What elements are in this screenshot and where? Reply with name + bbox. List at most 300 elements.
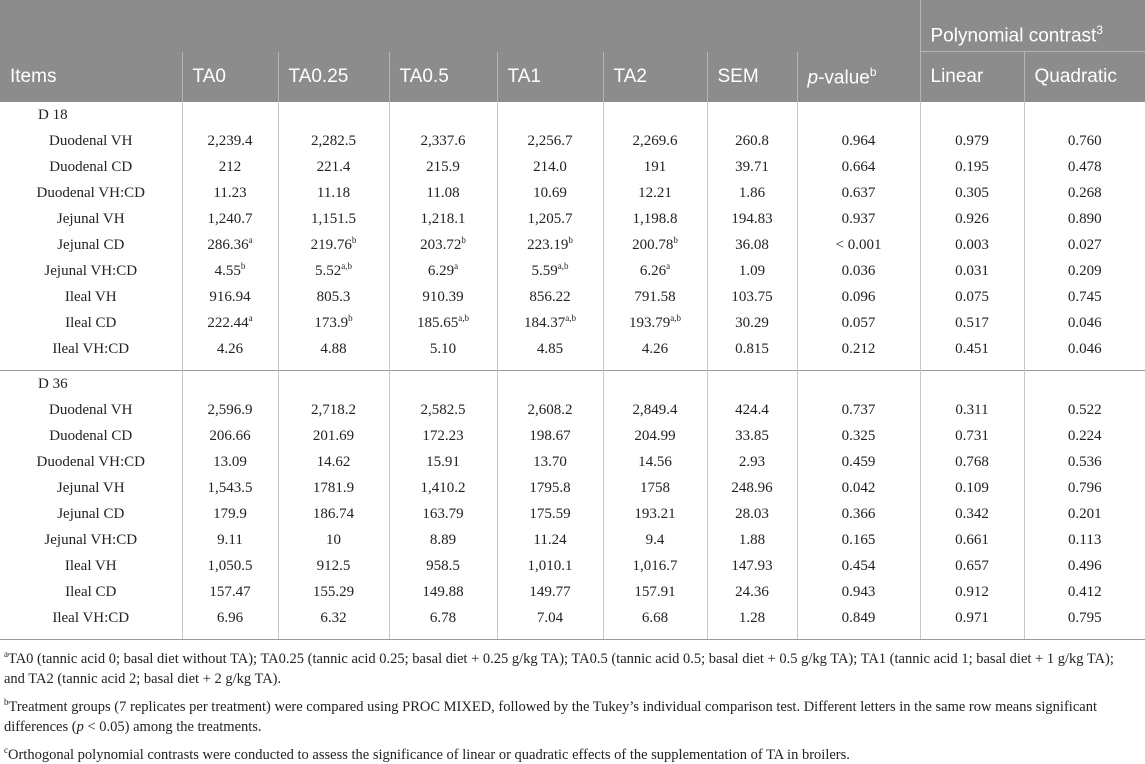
table-cell — [389, 284, 497, 310]
cell-value: 1,016.7 — [632, 558, 678, 574]
cell-value: 0.451 — [955, 341, 989, 357]
cell-value: 0.796 — [1067, 480, 1102, 496]
cell-value: 0.768 — [955, 454, 989, 470]
cell-value: 0.912 — [955, 584, 989, 600]
table-cell — [182, 154, 278, 180]
table-cell — [603, 128, 707, 154]
cell-value: 12.21 — [638, 185, 672, 201]
cell-value: 215.9 — [426, 159, 460, 175]
table-cell — [1024, 579, 1145, 605]
cell-value: < 0.001 — [835, 237, 882, 253]
table-cell — [389, 501, 497, 527]
cell-value: 0.890 — [1067, 211, 1102, 227]
table-cell — [920, 284, 1024, 310]
cell-value: 221.4 — [316, 159, 351, 175]
table-cell — [278, 206, 389, 232]
footnote-b: $^b$Treatment groups (7 replicates per treatment) were compared using PROC MIXED, followed by the Tukey’s individual comparison test. Different letters in the same row means significant differences (p < 0.05) among the treatments. — [4, 696, 1097, 735]
row-item-label: Ileal CD — [0, 579, 182, 605]
table-cell — [497, 336, 603, 362]
table-cell — [389, 397, 497, 423]
cell-value: 0.036 — [841, 263, 876, 279]
empty-cell — [920, 102, 1024, 128]
cell-value: 2.93 — [738, 454, 766, 470]
significance-letter: b — [351, 235, 357, 245]
table-cell — [497, 475, 603, 501]
table-cell — [1024, 527, 1145, 553]
table-cell — [389, 423, 497, 449]
cell-value: 193.21 — [634, 506, 676, 522]
table-cell — [182, 232, 278, 258]
spacer-cell — [797, 362, 920, 371]
significance-letter: a,b — [341, 261, 352, 271]
cell-value: 184.37 — [524, 315, 566, 331]
empty-cell — [797, 371, 920, 398]
table-cell — [1024, 605, 1145, 631]
cell-value: 0.113 — [1068, 532, 1102, 548]
cell-value: 4.26 — [641, 341, 669, 357]
cell-value: 2,337.6 — [420, 133, 466, 149]
cell-value: 0.459 — [841, 454, 876, 470]
table-cell — [1024, 501, 1145, 527]
table-cell — [278, 232, 389, 258]
cell-value: 103.75 — [731, 289, 773, 305]
col-header-linear: Linear — [920, 52, 1024, 103]
cell-value: 1,218.1 — [420, 211, 466, 227]
table-row — [0, 154, 1145, 180]
spacer-cell — [797, 631, 920, 640]
table-cell — [603, 310, 707, 336]
table-cell — [797, 206, 920, 232]
table-cell — [797, 527, 920, 553]
row-item-label: Jejunal CD — [0, 501, 182, 527]
table-cell — [497, 258, 603, 284]
cell-value: 0.027 — [1067, 237, 1102, 253]
table-cell — [707, 553, 797, 579]
table-cell — [707, 128, 797, 154]
empty-cell — [797, 102, 920, 128]
table-cell — [278, 449, 389, 475]
table-cell — [797, 449, 920, 475]
empty-cell — [1024, 102, 1145, 128]
row-item-label: Ileal VH — [0, 553, 182, 579]
table-cell — [797, 336, 920, 362]
significance-letter: a — [666, 261, 671, 271]
table-cell — [797, 310, 920, 336]
spacer-cell — [920, 362, 1024, 371]
table-cell — [497, 579, 603, 605]
spacer-cell — [603, 362, 707, 371]
cell-value: 11.23 — [213, 185, 247, 201]
table-cell — [497, 449, 603, 475]
cell-value: 6.68 — [641, 610, 669, 626]
table-cell — [797, 423, 920, 449]
cell-value: 30.29 — [735, 315, 769, 331]
cell-value: 185.65 — [417, 315, 459, 331]
table-cell — [603, 336, 707, 362]
section-spacer — [0, 631, 1145, 640]
col-header-quadratic: Quadratic — [1024, 52, 1145, 103]
row-item-label: Jejunal CD — [0, 232, 182, 258]
table-cell — [707, 527, 797, 553]
cell-value: 175.59 — [529, 506, 571, 522]
empty-cell — [389, 371, 497, 398]
cell-value: 11.24 — [533, 532, 567, 548]
table-cell — [278, 128, 389, 154]
table-row — [0, 423, 1145, 449]
col-header-p-value: p-value$^b$ — [797, 52, 920, 103]
section-label: D 18 — [0, 102, 182, 128]
table-row — [0, 310, 1145, 336]
table-cell — [497, 128, 603, 154]
spacer-cell — [0, 362, 182, 371]
table-cell — [497, 180, 603, 206]
table-cell — [389, 336, 497, 362]
significance-letter: b — [568, 235, 573, 245]
cell-value: 2,849.4 — [632, 402, 678, 418]
section-header-row — [0, 102, 1145, 128]
cell-value: 147.93 — [731, 558, 773, 574]
cell-value: 173.9 — [314, 315, 349, 331]
table-cell — [920, 232, 1024, 258]
cell-value: 24.36 — [735, 584, 769, 600]
cell-value: 39.71 — [735, 159, 769, 175]
table-cell — [797, 128, 920, 154]
table-row — [0, 258, 1145, 284]
table-cell — [603, 449, 707, 475]
cell-value: 200.78 — [632, 237, 674, 253]
section-label: D 36 — [0, 371, 182, 398]
section-d18 — [0, 102, 1145, 371]
cell-value: 6.96 — [216, 610, 244, 626]
table-cell — [797, 475, 920, 501]
table-cell — [389, 154, 497, 180]
cell-value: 5.10 — [429, 341, 457, 357]
spacer-cell — [707, 631, 797, 640]
cell-value: 0.042 — [841, 480, 876, 496]
table-cell — [920, 449, 1024, 475]
table-cell — [182, 449, 278, 475]
table-cell — [1024, 258, 1145, 284]
cell-value: 1,010.1 — [527, 558, 573, 574]
table-cell — [603, 154, 707, 180]
cell-value: 6.26 — [639, 263, 667, 279]
table-cell — [278, 154, 389, 180]
spacer-cell — [182, 631, 278, 640]
table-cell — [389, 232, 497, 258]
table-cell — [278, 423, 389, 449]
cell-value: 0.201 — [1067, 506, 1102, 522]
table-row — [0, 579, 1145, 605]
table-cell — [797, 501, 920, 527]
cell-value: 9.4 — [645, 532, 665, 548]
cell-value: 219.76 — [310, 237, 352, 253]
cell-value: 805.3 — [316, 289, 351, 305]
cell-value: 0.224 — [1067, 428, 1102, 444]
cell-value: 0.305 — [955, 185, 989, 201]
col-header-ta1: TA1 — [497, 52, 603, 103]
table-cell — [497, 232, 603, 258]
cell-value: 204.99 — [634, 428, 676, 444]
cell-value: 179.9 — [213, 506, 247, 522]
table-cell — [797, 284, 920, 310]
table-cell — [278, 336, 389, 362]
spacer-cell — [0, 631, 182, 640]
cell-value: 222.44 — [207, 315, 249, 331]
table-cell — [797, 232, 920, 258]
cell-value: 1,050.5 — [207, 558, 253, 574]
table-cell — [797, 180, 920, 206]
table-cell — [920, 605, 1024, 631]
cell-value: 11.18 — [316, 185, 351, 201]
spacer-cell — [389, 631, 497, 640]
table-cell — [278, 284, 389, 310]
row-item-label: Duodenal VH — [0, 128, 182, 154]
table-cell — [1024, 553, 1145, 579]
cell-value: 11.08 — [426, 185, 460, 201]
cell-value: 0.342 — [955, 506, 989, 522]
cell-value: 912.5 — [316, 558, 351, 574]
cell-value: 910.39 — [422, 289, 464, 305]
table-cell — [797, 258, 920, 284]
cell-value: 28.03 — [735, 506, 769, 522]
cell-value: 0.195 — [955, 159, 989, 175]
cell-value: 4.55 — [214, 263, 241, 279]
table-cell — [920, 501, 1024, 527]
table-cell — [920, 527, 1024, 553]
table-cell — [920, 310, 1024, 336]
cell-value: 0.971 — [955, 610, 989, 626]
table-cell — [603, 501, 707, 527]
cell-value: 2,608.2 — [527, 402, 573, 418]
table-cell — [389, 475, 497, 501]
table-cell — [389, 527, 497, 553]
table-cell — [497, 397, 603, 423]
cell-value: 958.5 — [426, 558, 460, 574]
empty-cell — [920, 371, 1024, 398]
table-cell — [389, 579, 497, 605]
cell-value: 0.109 — [955, 480, 989, 496]
spacer-cell — [1024, 362, 1145, 371]
table-row — [0, 284, 1145, 310]
empty-cell — [603, 102, 707, 128]
table-cell — [603, 553, 707, 579]
cell-value: 212 — [218, 159, 242, 175]
empty-cell — [182, 371, 278, 398]
table-cell — [603, 605, 707, 631]
table-cell — [1024, 232, 1145, 258]
cell-value: 1.88 — [738, 532, 766, 548]
cell-value: 1758 — [640, 480, 670, 496]
table-cell — [278, 553, 389, 579]
cell-value: 0.057 — [841, 315, 876, 331]
table-cell — [707, 154, 797, 180]
row-item-label: Ileal VH — [0, 284, 182, 310]
cell-value: 13.70 — [533, 454, 567, 470]
table-cell — [182, 501, 278, 527]
spacer-cell — [1024, 631, 1145, 640]
cell-value: 194.83 — [731, 211, 773, 227]
significance-letter: a — [248, 313, 253, 323]
cell-value: 2,269.6 — [632, 133, 678, 149]
cell-value: 0.536 — [1067, 454, 1102, 470]
table-cell — [278, 310, 389, 336]
table-cell — [278, 527, 389, 553]
cell-value: 163.79 — [422, 506, 464, 522]
cell-value: 856.22 — [529, 289, 571, 305]
cell-value: 8.89 — [429, 532, 457, 548]
cell-value: 2,582.5 — [420, 402, 466, 418]
table-row — [0, 527, 1145, 553]
cell-value: 33.85 — [735, 428, 769, 444]
significance-letter: a,b — [670, 313, 681, 323]
empty-cell — [707, 371, 797, 398]
col-header-ta0: TA0 — [182, 52, 278, 103]
cell-value: 0.661 — [955, 532, 989, 548]
significance-letter: a,b — [557, 261, 569, 271]
footnote-c: $^c$Orthogonal polynomial contrasts were conducted to assess the significance of linear or quadratic effects of the supplementation of TA in broilers. — [4, 744, 850, 763]
cell-value: 36.08 — [735, 237, 769, 253]
table-cell — [707, 501, 797, 527]
table-cell — [603, 180, 707, 206]
cell-value: 14.62 — [316, 454, 351, 470]
cell-value: 0.937 — [841, 211, 876, 227]
cell-value: 0.046 — [1067, 341, 1102, 357]
table-cell — [278, 579, 389, 605]
table-cell — [707, 284, 797, 310]
cell-value: 791.58 — [634, 289, 676, 305]
table-cell — [278, 397, 389, 423]
table-cell — [497, 527, 603, 553]
cell-value: 0.745 — [1067, 289, 1102, 305]
table-cell — [1024, 180, 1145, 206]
table-cell — [707, 336, 797, 362]
table-cell — [182, 310, 278, 336]
cell-value: 1,410.2 — [420, 480, 466, 496]
cell-value: 223.19 — [527, 237, 569, 253]
table-cell — [278, 180, 389, 206]
spacer-cell — [497, 631, 603, 640]
significance-letter: b — [673, 235, 678, 245]
cell-value: 916.94 — [209, 289, 251, 305]
table-cell — [497, 423, 603, 449]
cell-value: 6.29 — [427, 263, 455, 279]
empty-cell — [278, 102, 389, 128]
cell-value: 0.926 — [955, 211, 989, 227]
significance-letter: b — [240, 261, 246, 271]
col-header-ta025: TA0.25 — [278, 52, 389, 103]
table-cell — [707, 423, 797, 449]
table-cell — [497, 310, 603, 336]
table-cell — [707, 232, 797, 258]
table-row — [0, 206, 1145, 232]
cell-value: 5.52 — [315, 263, 342, 279]
table-cell — [920, 154, 1024, 180]
col-header-sem: SEM — [707, 52, 797, 103]
cell-value: 0.731 — [955, 428, 989, 444]
table-cell — [389, 128, 497, 154]
cell-value: 0.815 — [735, 341, 769, 357]
cell-value: 0.496 — [1067, 558, 1102, 574]
cell-value: 1795.8 — [529, 480, 571, 496]
cell-value: 214.0 — [533, 159, 567, 175]
cell-value: 198.67 — [529, 428, 571, 444]
table-cell — [797, 605, 920, 631]
table-cell — [182, 258, 278, 284]
cell-value: 0.046 — [1067, 315, 1102, 331]
table-cell — [1024, 475, 1145, 501]
section-header-row — [0, 371, 1145, 398]
cell-value: 203.72 — [420, 237, 462, 253]
table-cell — [182, 475, 278, 501]
row-item-label: Duodenal VH:CD — [0, 449, 182, 475]
table-cell — [497, 206, 603, 232]
cell-value: 0.165 — [841, 532, 876, 548]
table-cell — [707, 180, 797, 206]
cell-value: 4.88 — [320, 341, 347, 357]
cell-value: 0.637 — [841, 185, 876, 201]
cell-value: 0.760 — [1067, 133, 1102, 149]
table-cell — [278, 605, 389, 631]
table-cell — [182, 397, 278, 423]
cell-value: 0.096 — [841, 289, 876, 305]
spacer-cell — [707, 362, 797, 371]
cell-value: 10 — [326, 532, 341, 548]
cell-value: 0.454 — [841, 558, 876, 574]
table-cell — [920, 180, 1024, 206]
cell-value: 1,151.5 — [311, 211, 356, 227]
table-cell — [182, 284, 278, 310]
table-cell — [603, 527, 707, 553]
cell-value: 286.36 — [207, 237, 249, 253]
cell-value: 1,205.7 — [527, 211, 573, 227]
table-row — [0, 336, 1145, 362]
row-item-label: Duodenal CD — [0, 423, 182, 449]
table-cell — [707, 310, 797, 336]
table-cell — [1024, 336, 1145, 362]
cell-value: 0.003 — [955, 237, 989, 253]
cell-value: 0.517 — [955, 315, 989, 331]
cell-value: 4.85 — [536, 341, 564, 357]
cell-value: 424.4 — [735, 402, 769, 418]
cell-value: 149.77 — [529, 584, 571, 600]
row-item-label: Duodenal VH — [0, 397, 182, 423]
empty-cell — [497, 371, 603, 398]
table-row — [0, 232, 1145, 258]
cell-value: 1,240.7 — [207, 211, 253, 227]
cell-value: 0.737 — [841, 402, 876, 418]
table-cell — [1024, 423, 1145, 449]
cell-value: 13.09 — [213, 454, 247, 470]
polynomial-contrast-header: Polynomial contrast$^3$ — [920, 0, 1145, 52]
cell-value: 9.11 — [217, 532, 243, 548]
cell-value: 0.795 — [1067, 610, 1102, 626]
significance-letter: b — [348, 313, 353, 323]
cell-value: 1.09 — [738, 263, 766, 279]
table-header — [0, 0, 1145, 102]
footnote-a: $^a$TA0 (tannic acid 0; basal diet without TA); TA0.25 (tannic acid 0.25; basal diet + 0.25 g/kg TA); TA0.5 (tannic acid 0.5; basal diet + 0.5 g/kg TA); TA1 (tannic acid 1; basal diet + 1 g/kg TA); and TA2 (tannic acid 2; basal diet + 2 g/kg TA). — [4, 649, 1114, 687]
table-cell — [603, 206, 707, 232]
section-d36 — [0, 371, 1145, 640]
table-cell — [920, 336, 1024, 362]
significance-letter: b — [461, 235, 466, 245]
cell-value: 5.59 — [531, 263, 558, 279]
table-cell — [603, 579, 707, 605]
table-row — [0, 605, 1145, 631]
row-item-label: Jejunal VH:CD — [0, 258, 182, 284]
cell-value: 0.943 — [841, 584, 876, 600]
spacer-cell — [278, 631, 389, 640]
empty-cell — [182, 102, 278, 128]
